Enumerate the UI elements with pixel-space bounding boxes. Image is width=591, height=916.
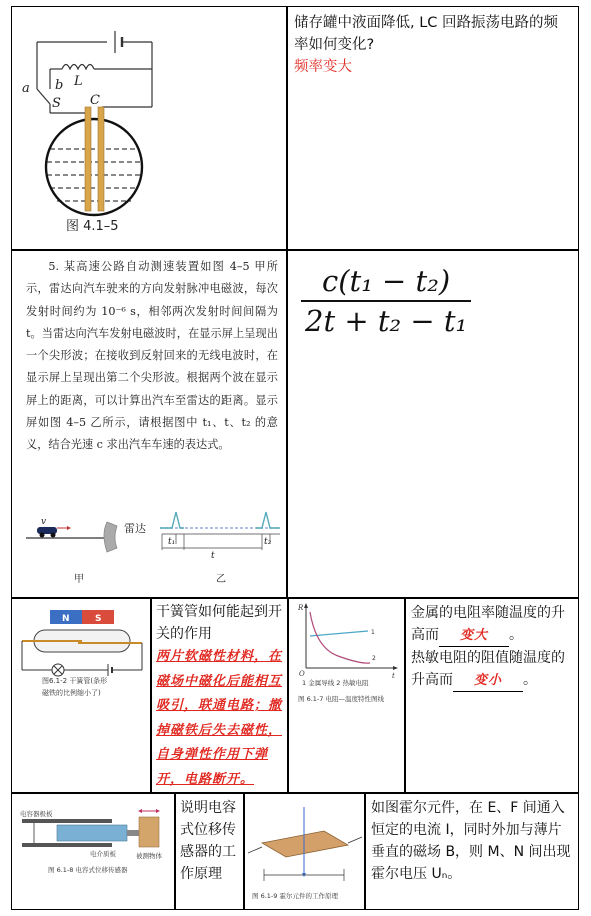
hall-caption: 图 6.1-9 霍尔元件的工作原理 [252, 892, 338, 900]
metal-answer: 变大 [459, 628, 488, 643]
reed-answer: 两片软磁性材料，在磁场中磁化后能相互吸引，联通电路；撤掉磁铁后失去磁性，自身弹性作用下弹开，电路断开。 [156, 649, 283, 787]
t2-label: t₂ [264, 537, 272, 547]
label-L: L [74, 74, 83, 89]
row2-problem-cell [11, 249, 288, 599]
car-icon [37, 526, 71, 538]
lc-answer: 频率变大 [294, 59, 352, 75]
capacitor-plate-left [85, 107, 91, 211]
t1-label: t₁ [168, 537, 176, 547]
row3-graph-cell [287, 597, 406, 794]
t-label: t [211, 551, 215, 561]
formula-numerator: c(t₁ − t₂) [321, 264, 451, 298]
svg-text:t: t [392, 672, 395, 680]
metal-statement: 金属的电阻率随温度的升高而 变大 。 [411, 602, 572, 647]
row1-question-cell [286, 6, 579, 251]
thermistor-curve [310, 612, 370, 663]
row1-figure-cell [11, 6, 288, 251]
svg-text:N: N [62, 614, 70, 624]
row3-reed-text-cell [150, 597, 289, 794]
row3-resistance-cell [404, 597, 579, 794]
measured-object [139, 817, 159, 847]
row3-reed-figure-cell [11, 597, 152, 794]
figure-caption: 图 4.1–5 [66, 219, 119, 234]
metal-curve [310, 631, 368, 636]
fig-b-caption: 乙 [216, 574, 226, 585]
label-S: S [52, 96, 61, 111]
hall-text: 如图霍尔元件，在 E、F 间通入恒定的电流 I，同时外加与薄片垂直的磁场 B，则 M、N 间出现霍尔电压 Uₙ。 [371, 800, 571, 882]
cap-caption: 图 6.1-8 电容式位移传感器 [48, 866, 128, 874]
row4-hall-figure-cell [243, 792, 366, 910]
thermistor-statement: 热敏电阻的阻值随温度的升高而 变小 。 [411, 647, 572, 692]
reed-question: 干簧管如何能起到开关的作用 [156, 604, 282, 642]
hall-plate [262, 831, 348, 857]
problem-text: 5. 某高速公路自动测速装置如图 4–5 甲所示，雷达向汽车驶来的方向发射脉冲电磁波，每次发射时间约为 10⁻⁶ s，相邻两次发射时间间隔为 t。当雷达向汽车发射电磁波时，在显示屏上呈现出一个尖形波；在接收到反射回来的无线电波时，在显示屏上呈现出第二个尖形波。根据两个波在显示屏上的距离，可以计算出汽车至雷达的距离。显示屏如图 4–5 乙所示，请根据图中 t₁、t、t₂ 的意义，结合光速 c 求出汽车车速的表达式。 [26, 260, 278, 452]
radar-label: 雷达 [124, 522, 146, 535]
rt-graph [288, 598, 406, 708]
graph-legend: 1 金属导线 2 热敏电阻 [302, 679, 369, 687]
label-C: C [90, 93, 100, 108]
row2-formula-cell [286, 249, 579, 599]
cap-plate-label: 电容器极板 [20, 810, 53, 818]
row4-cap-question-cell [174, 792, 245, 910]
svg-text:R: R [298, 604, 304, 612]
row4-cap-figure-cell [11, 792, 176, 910]
thermistor-answer: 变小 [473, 673, 502, 688]
dielectric-plate [57, 825, 127, 841]
object-label: 被测物体 [136, 852, 162, 860]
lc-question: 储存罐中液面降低, LC 回路振荡电路的频率如何变化? [294, 15, 559, 53]
fig-a-caption: 甲 [74, 574, 84, 585]
svg-text:S: S [95, 614, 102, 624]
reed-caption-1: 图6.1-2 干簧管(条形 [42, 677, 108, 685]
speed-formula [301, 264, 471, 338]
radar-dish [104, 522, 117, 552]
label-a: a [22, 81, 30, 96]
row4-hall-text-cell [364, 792, 579, 910]
reed-switch-figure [12, 598, 152, 718]
dielectric-label: 电介质板 [90, 850, 116, 858]
capacitor-plate-right [98, 107, 104, 211]
car-v-label: v [41, 517, 47, 527]
svg-text:2: 2 [372, 655, 376, 662]
svg-text:O: O [299, 670, 305, 678]
reed-caption-2: 磁铁的比例缩小了) [42, 689, 101, 697]
radar-figure [12, 500, 288, 599]
cap-question: 说明电容式位移传感器的工作原理 [180, 800, 236, 882]
graph-caption: 图 6.1-7 电阻—温度特性图线 [298, 695, 384, 703]
svg-text:1: 1 [371, 629, 375, 636]
lc-circuit-diagram [12, 7, 288, 251]
formula-denominator: 2t + t₂ − t₁ [305, 304, 468, 338]
label-b: b [55, 78, 64, 93]
